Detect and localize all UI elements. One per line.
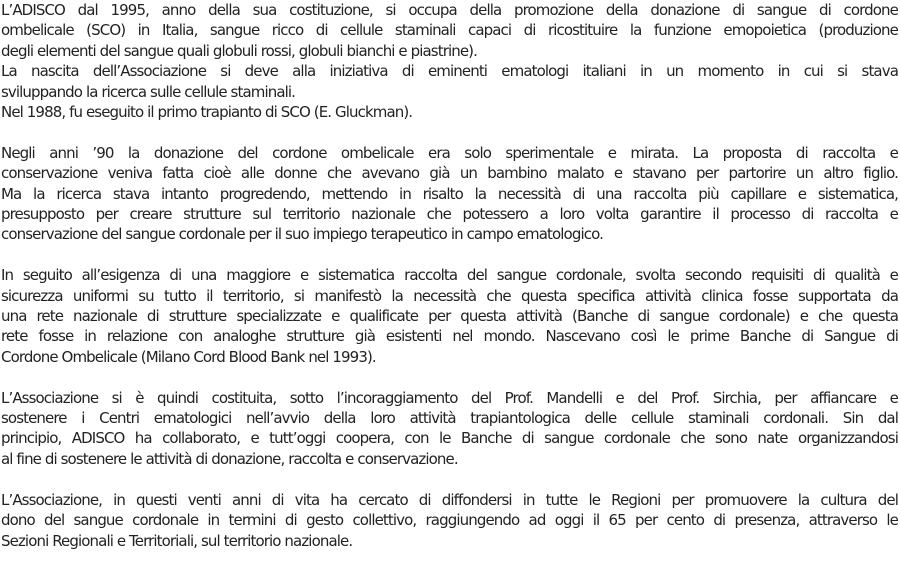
paragraph-line: In seguito all’esigenza di una maggiore e sistematica raccolta del sangue cordonale, svolta secondo requisiti di qualità e <box>1 266 898 285</box>
paragraph-line: L’Associazione si è quindi costituita, sotto l’incoraggiamento del Prof. Mandelli e del Prof. Sirchia, per affiancare e <box>1 388 898 407</box>
paragraph-line: La nascita dell’Associazione si deve alla iniziativa di eminenti ematologi italiani in un momento in cui si stava <box>1 62 898 81</box>
paragraph-line: sviluppando la ricerca sulle cellule staminali. <box>1 82 296 101</box>
paragraph-cord-blood-banks <box>1 265 898 367</box>
paragraph-line: conservazione veniva fatta cioè alle donne che avevano già un bambino malato e stavano per partorire un altro figlio. <box>1 164 898 183</box>
paragraph-line: rete fosse in relazione con analoghe strutture già esistenti nel mondo. Nascevano così le prime Banche di Sangue di <box>1 327 898 346</box>
paragraph-history <box>1 0 898 122</box>
paragraph-line: Ma la ricerca stava intanto progredendo, mettendo in risalto la necessità di una raccolta più capillare e sistematica, <box>1 184 898 203</box>
paragraph-association-founding <box>1 388 898 470</box>
paragraph-line: Sezioni Regionali e Territoriali, sul territorio nazionale. <box>1 531 353 550</box>
paragraph-line: sostenere i Centri ematologici nell’avvio della loro attività trapiantologica delle cellule staminali cordonali. Sin dal <box>1 409 898 428</box>
paragraph-line: L’Associazione, in questi venti anni di vita ha cercato di diffondersi in tutte le Regioni per promuovere la cultura del <box>1 490 898 509</box>
paragraph-line: Negli anni ’90 la donazione del cordone ombelicale era solo sperimentale e mirata. La proposta di raccolta e <box>1 143 898 162</box>
paragraph-line: dono del sangue cordonale in termini di gesto collettivo, raggiungendo ad oggi il 65 per cento di presenza, attraverso le <box>1 511 898 530</box>
paragraph-line: principio, ADISCO ha collaborato, e tutt’oggi coopera, con le Banche di sangue cordonale che sono nate organizzandosi <box>1 429 898 448</box>
paragraph-line: ombelicale (SCO) in Italia, sangue ricco di cellule staminali capaci di ricostituire la funzione emopoietica (produzione <box>1 21 898 40</box>
paragraph-nineties <box>1 143 898 245</box>
paragraph-line: al fine di sostenere le attività di donazione, raccolta e conservazione. <box>1 449 458 468</box>
paragraph-line: L’ADISCO dal 1995, anno della sua costituzione, si occupa della promozione della donazione di sangue di cordone <box>1 1 898 19</box>
paragraph-line: Nel 1988, fu eseguito il primo trapianto di SCO (E. Gluckman). <box>1 103 413 122</box>
paragraph-line: sicurezza uniformi su tutto il territorio, si manifestò la necessità che questa specifica attività clinica fosse supportata da <box>1 286 898 305</box>
paragraph-regional-presence <box>1 490 898 551</box>
paragraph-line: degli elementi del sangue quali globuli rossi, globuli bianchi e piastrine). <box>1 41 477 60</box>
paragraph-line: conservazione del sangue cordonale per il suo impiego terapeutico in campo ematologico. <box>1 225 603 244</box>
paragraph-line: una rete nazionale di strutture specializzate e qualificate per questa attività (Banche di sangue cordonale) e che questa <box>1 307 898 326</box>
paragraph-line: Cordone Ombelicale (Milano Cord Blood Bank nel 1993). <box>1 347 376 366</box>
paragraph-line: presupposto per creare strutture sul territorio nazionale che potessero a loro volta garantire il processo di raccolta e <box>1 205 898 224</box>
